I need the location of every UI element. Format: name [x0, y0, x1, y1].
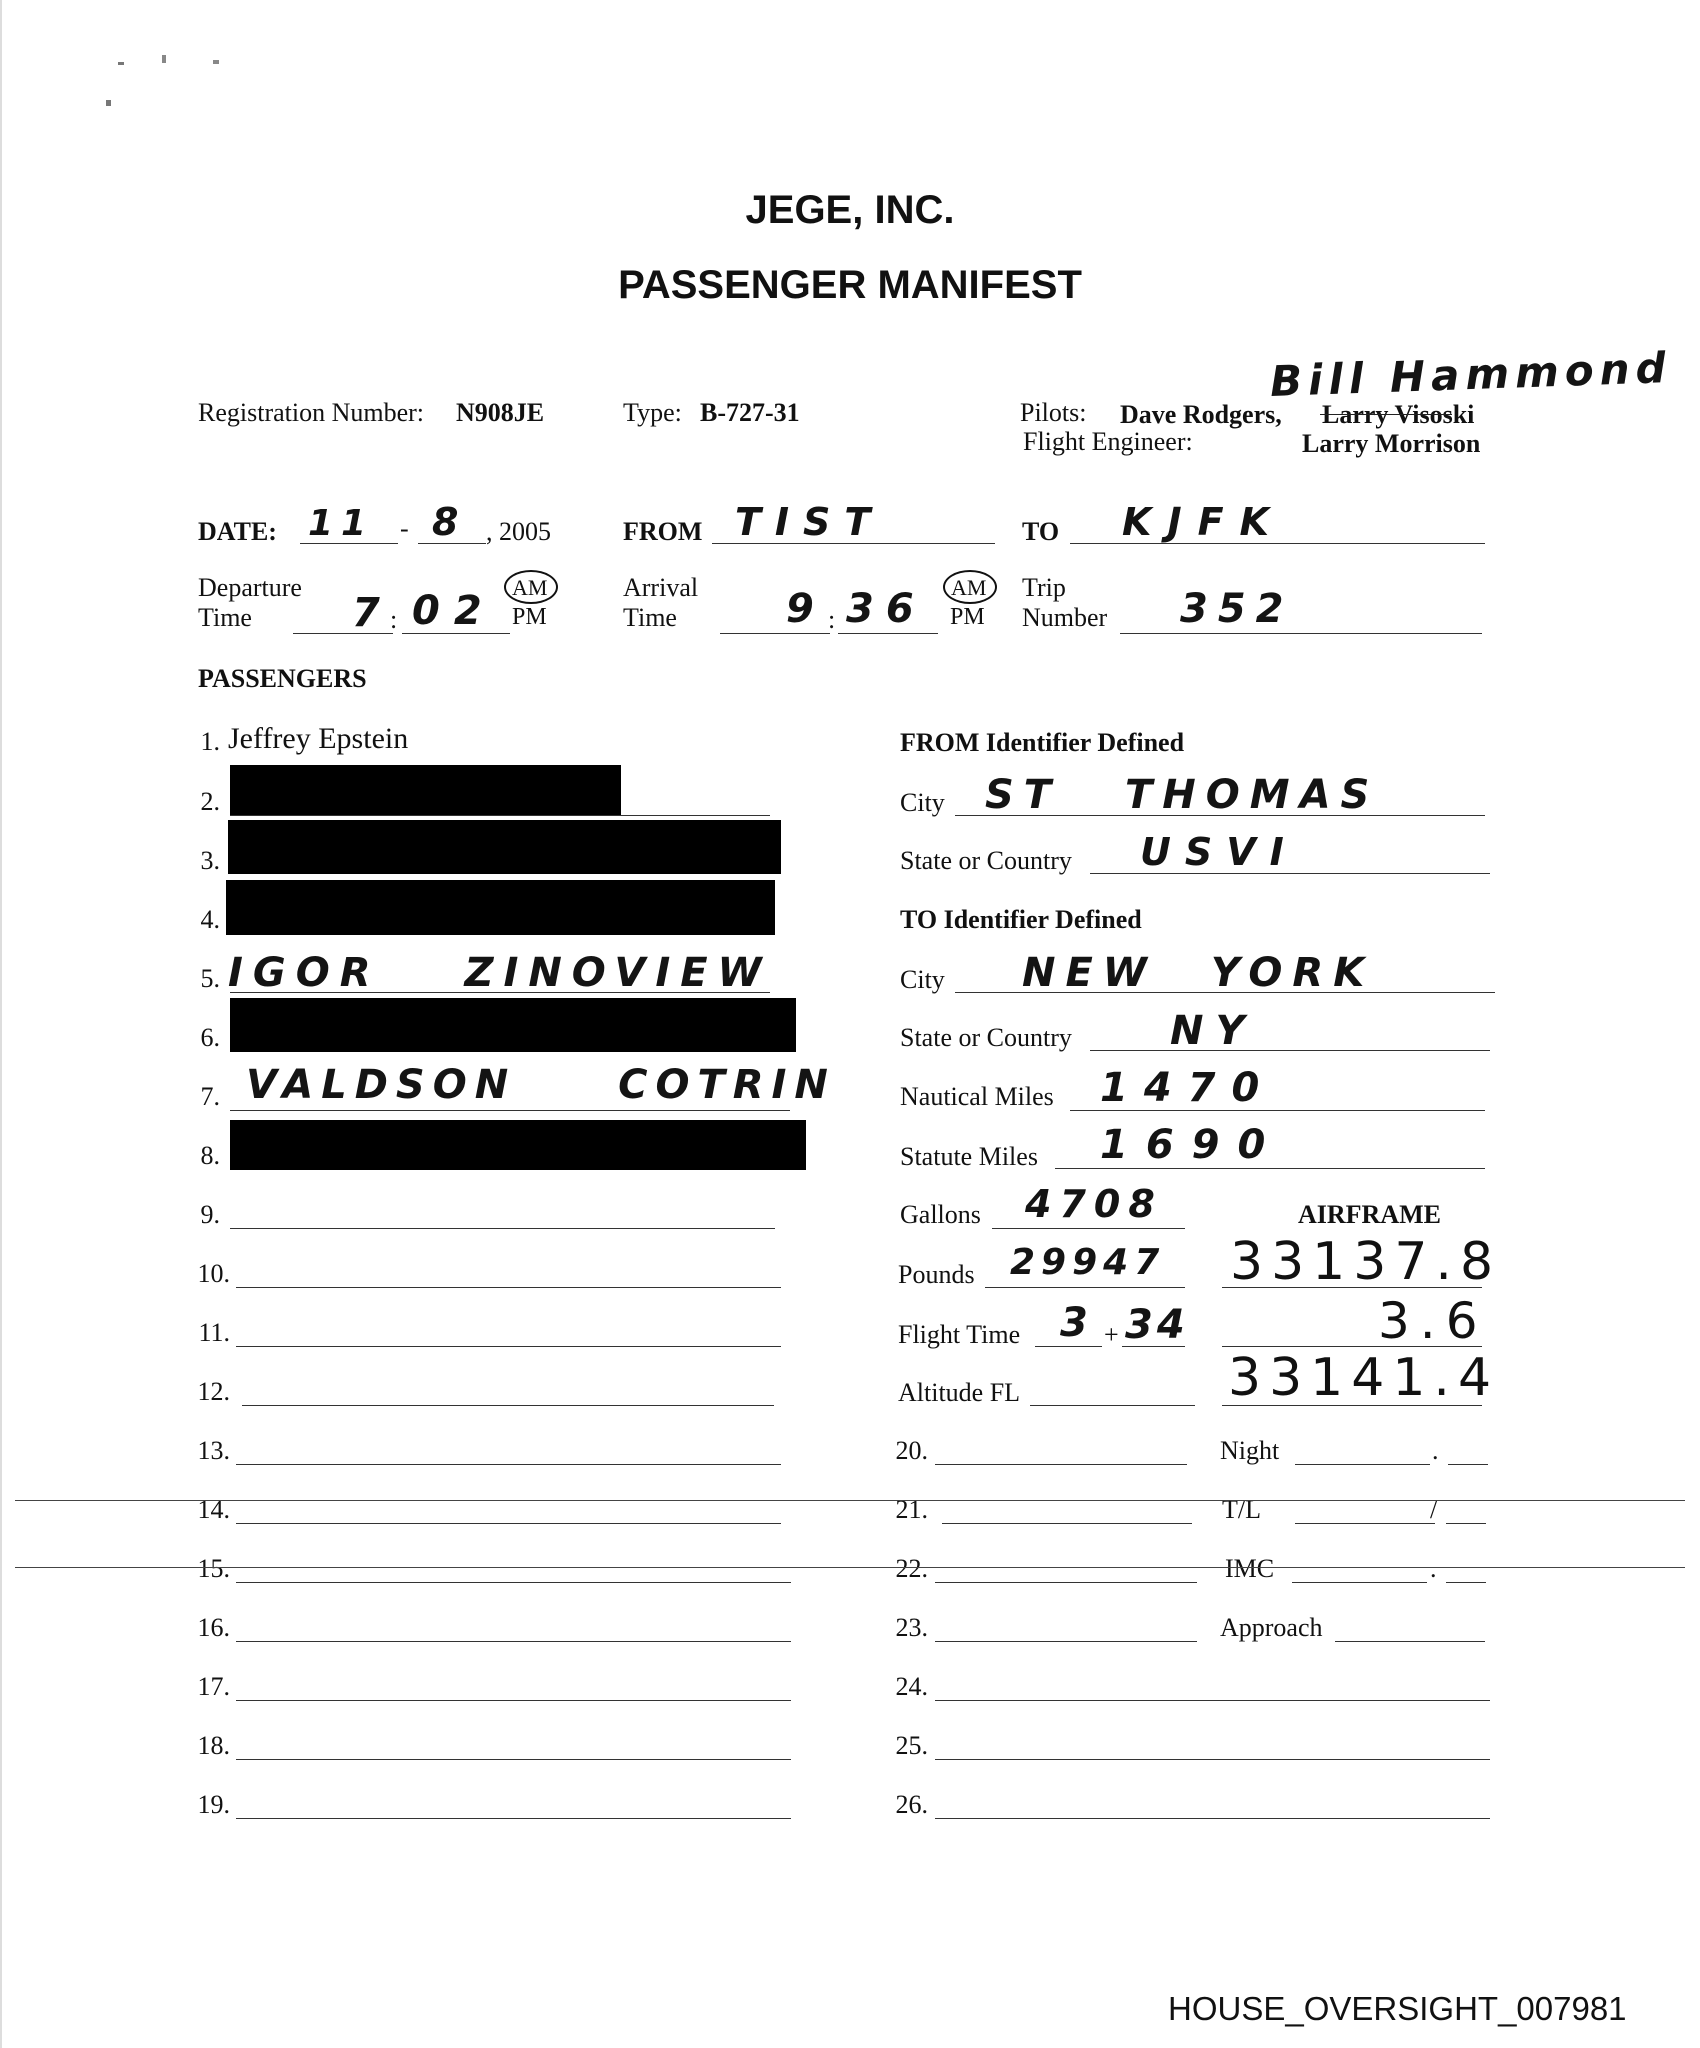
from-city: ST THOMAS	[985, 772, 1380, 818]
passenger-num: 19.	[197, 1790, 230, 1819]
passenger-num: 5.	[200, 964, 220, 993]
gallons-value: 4708	[1025, 1182, 1163, 1226]
engineer-label: Flight Engineer:	[1023, 427, 1193, 456]
pilots-label: Pilots:	[1020, 398, 1087, 427]
scan-speck	[118, 62, 124, 65]
passenger-num: 12.	[197, 1377, 230, 1406]
passenger-num: 3.	[200, 846, 220, 875]
registration-value: N908JE	[456, 398, 545, 427]
airframe-2-value: 3.6	[1378, 1292, 1488, 1350]
passenger-num: 8.	[200, 1141, 220, 1170]
pounds-value: 29947	[1010, 1242, 1166, 1283]
document-title: PASSENGER MANIFEST	[618, 263, 1082, 307]
tl-decimal-line	[1446, 1523, 1486, 1524]
from-value: TIST	[735, 500, 885, 544]
gallons-label: Gallons	[900, 1200, 981, 1229]
night-decimal-line	[1448, 1464, 1488, 1465]
passenger-num: 15.	[197, 1554, 230, 1583]
departure-minutes: 02	[412, 588, 496, 634]
extra-row-line	[935, 1759, 1490, 1760]
imc-line	[1292, 1582, 1427, 1583]
extra-row-line	[935, 1464, 1187, 1465]
arrival-label-2: Time	[623, 603, 677, 632]
imc-label: IMC	[1225, 1554, 1275, 1583]
extra-row-line	[935, 1818, 1490, 1819]
approach-line	[1335, 1641, 1485, 1642]
passenger-num: 1.	[200, 727, 220, 756]
arrival-am: AM	[951, 575, 987, 600]
departure-am-circle	[504, 570, 558, 604]
extra-row-line	[935, 1582, 1197, 1583]
statute-miles-line	[1055, 1168, 1485, 1169]
cross-out-line	[15, 1500, 1685, 1501]
extra-row-line	[935, 1700, 1490, 1701]
arrival-am-circle	[943, 570, 997, 604]
airframe-heading: AIRFRAME	[1298, 1200, 1441, 1229]
pilot-2-struck: Larry Visoski	[1322, 400, 1475, 429]
redaction-box	[226, 880, 775, 935]
passenger-num: 17.	[197, 1672, 230, 1701]
flight-time-plus: +	[1104, 1320, 1119, 1349]
to-value: KJFK	[1122, 500, 1285, 544]
departure-pm: PM	[512, 604, 547, 630]
cross-out-line	[15, 1567, 1685, 1568]
redaction-box	[230, 998, 796, 1052]
flight-time-minutes: 34	[1125, 1302, 1189, 1348]
to-state-line	[1090, 1050, 1490, 1051]
passenger-line	[236, 1582, 791, 1583]
passenger-line	[230, 1228, 775, 1229]
airframe-1-value: 33137.8	[1230, 1232, 1502, 1292]
bates-stamp: HOUSE_OVERSIGHT_007981	[1168, 1990, 1627, 2027]
passenger-num: 16.	[197, 1613, 230, 1642]
arrival-hour-line	[720, 633, 830, 634]
from-label: FROM	[623, 517, 703, 546]
passenger-line	[236, 1464, 781, 1465]
from-state: USVI	[1140, 830, 1298, 874]
pounds-label: Pounds	[898, 1260, 975, 1289]
scan-speck	[106, 100, 111, 106]
statute-miles-label: Statute Miles	[900, 1142, 1038, 1171]
gallons-line	[992, 1228, 1185, 1229]
arrival-min-line	[838, 633, 938, 634]
passenger-num: 4.	[200, 905, 220, 934]
pounds-line	[985, 1287, 1185, 1288]
passenger-line	[230, 1110, 790, 1111]
flight-time-hours: 3	[1060, 1300, 1096, 1346]
passengers-heading: PASSENGERS	[198, 664, 367, 693]
passenger-num: 10.	[197, 1259, 230, 1288]
type-label: Type:	[623, 398, 682, 427]
from-city-label: City	[900, 788, 945, 817]
passenger-num: 14.	[197, 1495, 230, 1524]
company-name: JEGE, INC.	[745, 188, 955, 232]
scan-speck	[213, 60, 219, 64]
tl-label: T/L	[1222, 1495, 1261, 1524]
flight-time-label: Flight Time	[898, 1320, 1021, 1349]
passenger-num: 13.	[197, 1436, 230, 1465]
extra-row-num: 22.	[895, 1554, 928, 1583]
scan-edge	[0, 0, 2, 2048]
altitude-label: Altitude FL	[898, 1378, 1021, 1407]
arrival-hour: 9	[786, 586, 822, 632]
departure-label-2: Time	[198, 603, 252, 632]
extra-row-num: 23.	[895, 1613, 928, 1642]
passenger-num: 18.	[197, 1731, 230, 1760]
nautical-miles-value: 1470	[1100, 1065, 1276, 1111]
to-state: NY	[1170, 1008, 1257, 1054]
night-dot: .	[1432, 1436, 1439, 1465]
pilot-2-handwritten: Bill Hammond	[1269, 343, 1673, 406]
imc-decimal-line	[1446, 1582, 1486, 1583]
passenger-num: 9.	[200, 1200, 220, 1229]
passenger-name: Jeffrey Epstein	[228, 722, 409, 755]
date-separator: -	[400, 514, 409, 543]
from-identifier-heading: FROM Identifier Defined	[900, 728, 1185, 757]
extra-row-line	[935, 1641, 1197, 1642]
date-label: DATE:	[198, 517, 277, 546]
strikethrough-line	[1320, 414, 1452, 415]
trip-number: 352	[1180, 586, 1294, 632]
engineer-value: Larry Morrison	[1302, 429, 1481, 458]
passenger-line	[236, 1641, 791, 1642]
nautical-miles-label: Nautical Miles	[900, 1082, 1054, 1111]
night-label: Night	[1220, 1436, 1280, 1465]
departure-hour: 7	[352, 590, 388, 636]
passenger-name: IGOR ZINOVIEW	[228, 950, 772, 996]
to-label: TO	[1022, 517, 1060, 546]
type-value: B-727-31	[700, 398, 800, 427]
scan-speck	[162, 55, 166, 63]
extra-row-num: 26.	[895, 1790, 928, 1819]
passenger-num: 11.	[198, 1318, 230, 1347]
arrival-colon: :	[828, 605, 836, 634]
trip-number-line	[1120, 633, 1482, 634]
passenger-line	[236, 1287, 781, 1288]
extra-row-num: 20.	[895, 1436, 928, 1465]
passenger-line	[242, 1405, 774, 1406]
passenger-line	[236, 1818, 791, 1819]
passenger-line	[236, 1523, 781, 1524]
date-month: 11	[308, 503, 375, 544]
arrival-pm: PM	[950, 604, 985, 630]
to-state-label: State or Country	[900, 1023, 1072, 1052]
to-identifier-heading: TO Identifier Defined	[900, 905, 1142, 934]
passenger-num: 2.	[200, 787, 220, 816]
date-day: 8	[432, 500, 467, 544]
trip-label-2: Number	[1022, 603, 1108, 632]
flight-time-hours-line	[1035, 1346, 1102, 1347]
approach-label: Approach	[1220, 1613, 1323, 1642]
passenger-line	[236, 1346, 781, 1347]
extra-row-num: 24.	[895, 1672, 928, 1701]
imc-dot: .	[1430, 1554, 1437, 1583]
altitude-line	[1030, 1405, 1195, 1406]
departure-am: AM	[512, 575, 548, 600]
arrival-minutes: 36	[846, 586, 926, 632]
airframe-3-value: 33141.4	[1228, 1348, 1500, 1408]
date-year: , 2005	[486, 517, 551, 546]
tl-slash: /	[1430, 1495, 1438, 1524]
arrival-label-1: Arrival	[623, 573, 699, 602]
passenger-num: 6.	[200, 1023, 220, 1052]
passenger-line	[230, 815, 770, 816]
passenger-num: 7.	[200, 1082, 220, 1111]
pilot-1: Dave Rodgers,	[1120, 400, 1282, 429]
from-state-label: State or Country	[900, 846, 1072, 875]
passenger-name: VALDSON COTRIN	[246, 1062, 836, 1108]
to-city-label: City	[900, 965, 945, 994]
passenger-line	[236, 1759, 791, 1760]
to-city: NEW YORK	[1022, 950, 1375, 996]
redaction-box	[228, 820, 781, 874]
night-line	[1295, 1464, 1430, 1465]
tl-line	[1295, 1523, 1435, 1524]
registration-label: Registration Number:	[198, 398, 425, 427]
redaction-box	[230, 765, 621, 815]
extra-row-line	[942, 1523, 1192, 1524]
extra-row-num: 25.	[895, 1731, 928, 1760]
statute-miles-value: 1690	[1100, 1122, 1284, 1168]
trip-label-1: Trip	[1022, 573, 1066, 602]
extra-row-num: 21.	[895, 1495, 928, 1524]
departure-colon: :	[390, 605, 398, 634]
passenger-line	[236, 1700, 791, 1701]
departure-label-1: Departure	[198, 573, 302, 602]
redaction-box	[230, 1120, 806, 1170]
